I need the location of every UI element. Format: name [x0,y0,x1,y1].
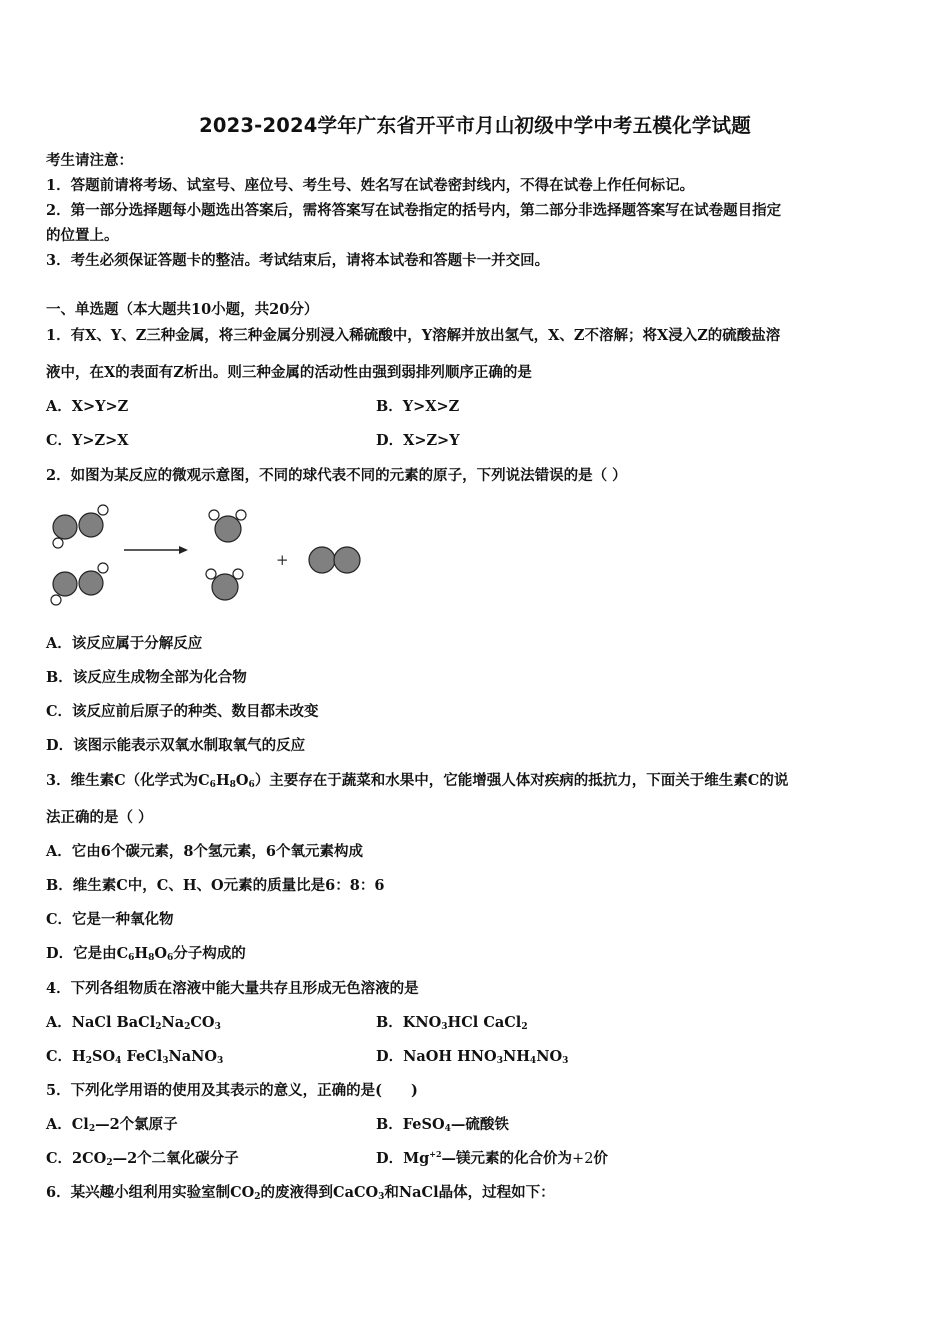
q5-option-b: B．FeSO$_4$—硫酸铁 [376,1116,509,1134]
q6-stem: 6．某兴趣小组利用实验室制$CO_2$的废液得到CaCO$_3$和NaCl晶体，过程如下： [46,1184,555,1202]
product-1-atom-dark [215,516,241,542]
reactant-1-atom-dark-1 [53,515,77,539]
q4-stem: 4．下列各组物质在溶液中能大量共存且形成无色溶液的是 [46,980,419,997]
notice-heading: 考生请注意： [46,152,133,169]
q3-option-a: A．它由6个碳元素，8个氢元素，6个氧元素构成 [46,843,364,860]
reactant-1-atom-light-1 [98,505,108,515]
q2-option-b: B．该反应生成物全部为化合物 [46,669,247,686]
q5-stem: 5．下列化学用语的使用及其表示的意义，正确的是( ) [46,1082,418,1099]
reactant-1-atom-light-2 [53,538,63,548]
product-1-atom-light-1 [209,510,219,520]
q3-stem: 3．维生素C（化学式为$C_6H_8O_6$）主要存在于蔬菜和水果中，它能增强人体对疾病的抵抗力，下面关于维生素C的说 [46,772,789,790]
section-heading: 一、单选题（本大题共10小题，共20分） [46,301,319,318]
q5-option-d: D．$Mg^{+2}—$镁元素的化合价为+2价 [376,1149,608,1167]
notice-item-3: 3．考生必须保证答题卡的整洁。考试结束后，请将本试卷和答题卡一并交回。 [46,252,550,269]
q5-option-a: A．$Cl_2—2$个氯原子 [46,1116,178,1134]
q2-stem: 2．如图为某反应的微观示意图，不同的球代表不同的元素的原子，下列说法错误的是（ ） [46,467,627,484]
q3-option-d: D．它是由$C_6H_8O_6$分子构成的 [46,945,246,963]
q3-option-b: B．维生素C中，C、H、O元素的质量比是6：8：6 [46,877,385,894]
q4-option-a: A．NaCl $BaCl_2Na_2CO_3$ [46,1014,221,1032]
q3-option-c: C．它是一种氧化物 [46,911,174,928]
q2-option-a: A．该反应属于分解反应 [46,635,203,652]
reactant-2-atom-light-2 [51,595,61,605]
product-2-atom-light-1 [206,569,216,579]
notice-item-2-cont: 的位置上。 [46,227,119,244]
page-title: 2023-2024学年广东省开平市月山初级中学中考五模化学试题 [199,114,751,137]
reactant-2-atom-light-1 [98,563,108,573]
reactant-1-atom-dark-2 [79,513,103,537]
q1-option-d: D．X>Z>Y [376,432,460,449]
q4-option-d: D．NaOH $HNO_3NH_4NO_3$ [376,1048,569,1066]
product-3-atom-dark-1 [309,547,335,573]
q2-option-c: C．该反应前后原子的种类、数目都未改变 [46,703,319,720]
q3-stem-cont: 法正确的是（ ） [46,809,153,826]
plus-sign: + [276,551,289,569]
q2-option-d: D．该图示能表示双氧水制取氧气的反应 [46,737,306,754]
product-3-atom-dark-2 [334,547,360,573]
q1-option-c: C．Y>Z>X [46,432,129,449]
q4-option-b: B．$KNO_3HCl$ CaCl$_2$ [376,1014,528,1032]
product-1-atom-light-2 [236,510,246,520]
notice-item-2: 2．第一部分选择题每小题选出答案后，需将答案写在试卷指定的括号内，第二部分非选择题答案写在试卷题目指定 [46,202,782,219]
q1-option-a: A．X>Y>Z [46,398,129,415]
q5-option-c: C．$2CO_2—2$个二氧化碳分子 [46,1150,239,1168]
reaction-diagram [40,498,380,610]
product-2-atom-light-2 [233,569,243,579]
q4-option-c: C．$H_2SO_4$ FeCl$_3$NaNO$_3$ [46,1048,224,1066]
reaction-arrow-head [179,546,188,554]
reactant-2-atom-dark-2 [79,571,103,595]
q1-stem-cont: 液中，在X的表面有Z析出。则三种金属的活动性由强到弱排列顺序正确的是 [46,364,532,381]
q1-stem: 1．有X、Y、Z三种金属，将三种金属分别浸入稀硫酸中，Y溶解并放出氢气，X、Z不溶解；将X浸入Z的硫酸盐溶 [46,327,781,344]
q1-option-b: B．Y>X>Z [376,398,460,415]
reactant-2-atom-dark-1 [53,572,77,596]
notice-item-1: 1．答题前请将考场、试室号、座位号、考生号、姓名写在试卷密封线内，不得在试卷上作任何标记。 [46,177,695,194]
